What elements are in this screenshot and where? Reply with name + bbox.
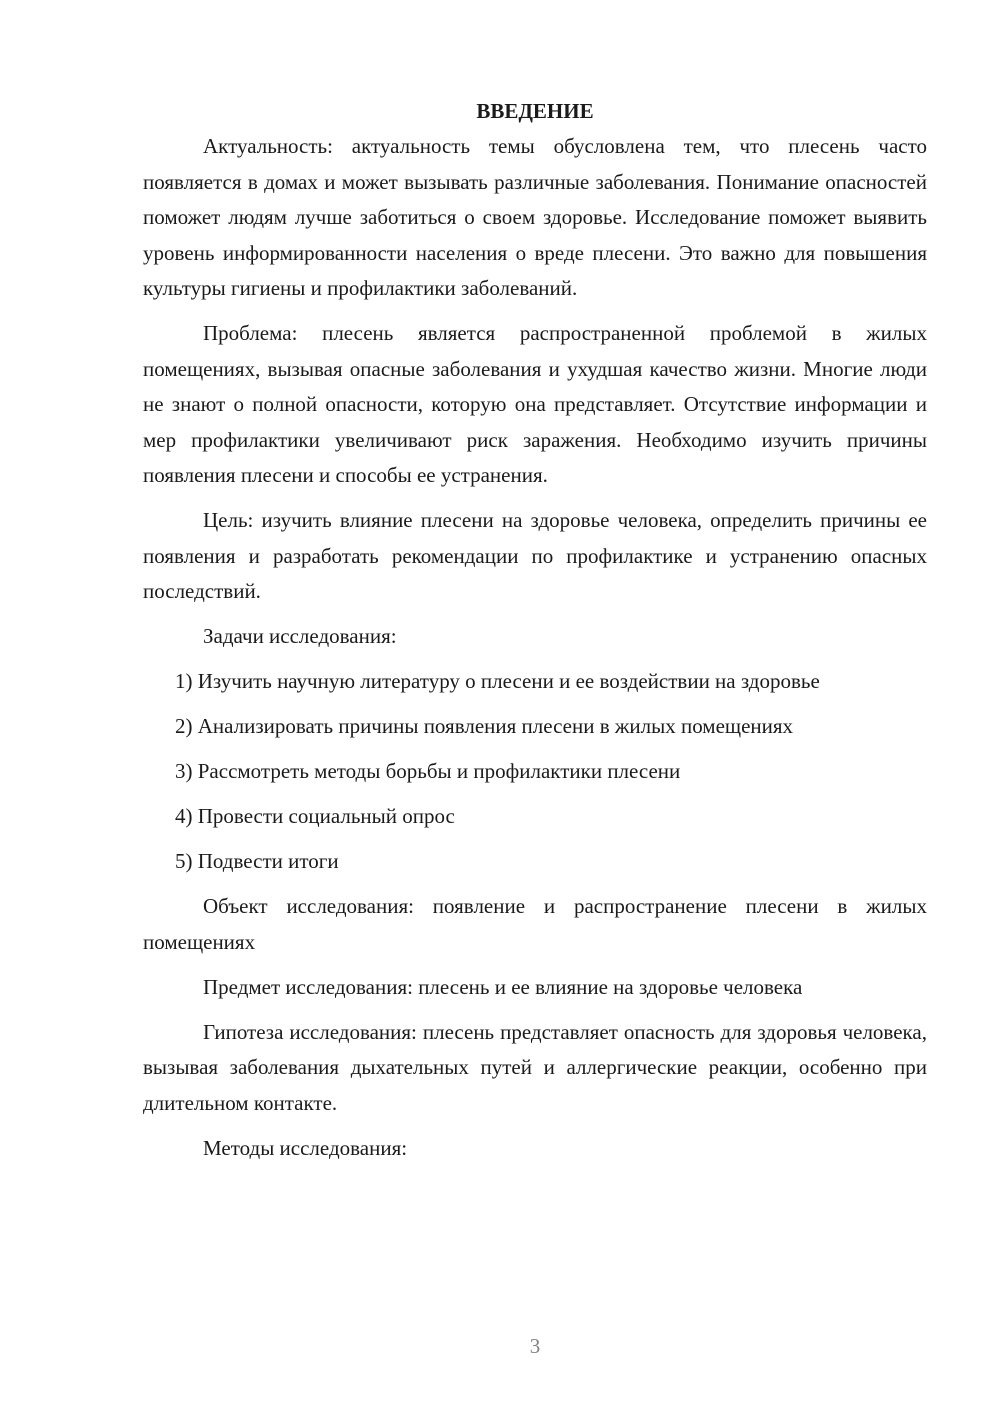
- methods-heading: Методы исследования:: [203, 1135, 408, 1160]
- hypothesis-paragraph: Гипотеза исследования: плесень представляет опасность для здоровья человека, вызывая заболевания дыхательных путей и аллергические реакции, особенно при длительном контакте.: [143, 1019, 927, 1115]
- page-number: 3: [529, 1334, 541, 1358]
- task-item-5: 5) Подвести итоги: [175, 849, 339, 873]
- subject-paragraph: Предмет исследования: плесень и ее влияние на здоровье человека: [203, 974, 803, 999]
- page-title: ВВЕДЕНИЕ: [476, 99, 594, 123]
- page-content: [143, 94, 927, 1166]
- object-paragraph: Объект исследования: появление и распространение плесени в жилых помещениях: [143, 894, 927, 954]
- problem-paragraph: Проблема: плесень является распространенной проблемой в жилых помещениях, вызывая опасные заболевания и ухудшая качество жизни. Многие люди не знают о полной опасности, которую она представляет. Отсутствие информации и мер профилактики увеличивают риск заражения. Необходимо изучить причины появления плесени и способы ее устранения.: [143, 321, 927, 487]
- task-item-2: 2) Анализировать причины появления плесени в жилых помещениях: [175, 714, 794, 738]
- task-item-1: 1) Изучить научную литературу о плесени и ее воздействии на здоровье: [175, 669, 820, 693]
- goal-paragraph: Цель: изучить влияние плесени на здоровье человека, определить причины ее появления и разработать рекомендации по профилактике и устранению опасных последствий.: [143, 508, 927, 603]
- relevance-paragraph: Актуальность: актуальность темы обусловлена тем, что плесень часто появляется в домах и может вызывать различные заболевания. Понимание опасностей поможет людям лучше заботиться о своем здоровье. Исследование поможет выявить уровень информированности населения о вреде плесени. Это важно для повышения культуры гигиены и профилактики заболеваний.: [143, 134, 927, 300]
- task-item-3: 3) Рассмотреть методы борьбы и профилактики плесени: [175, 759, 681, 783]
- task-item-4: 4) Провести социальный опрос: [175, 804, 455, 828]
- tasks-heading: Задачи исследования:: [203, 624, 397, 648]
